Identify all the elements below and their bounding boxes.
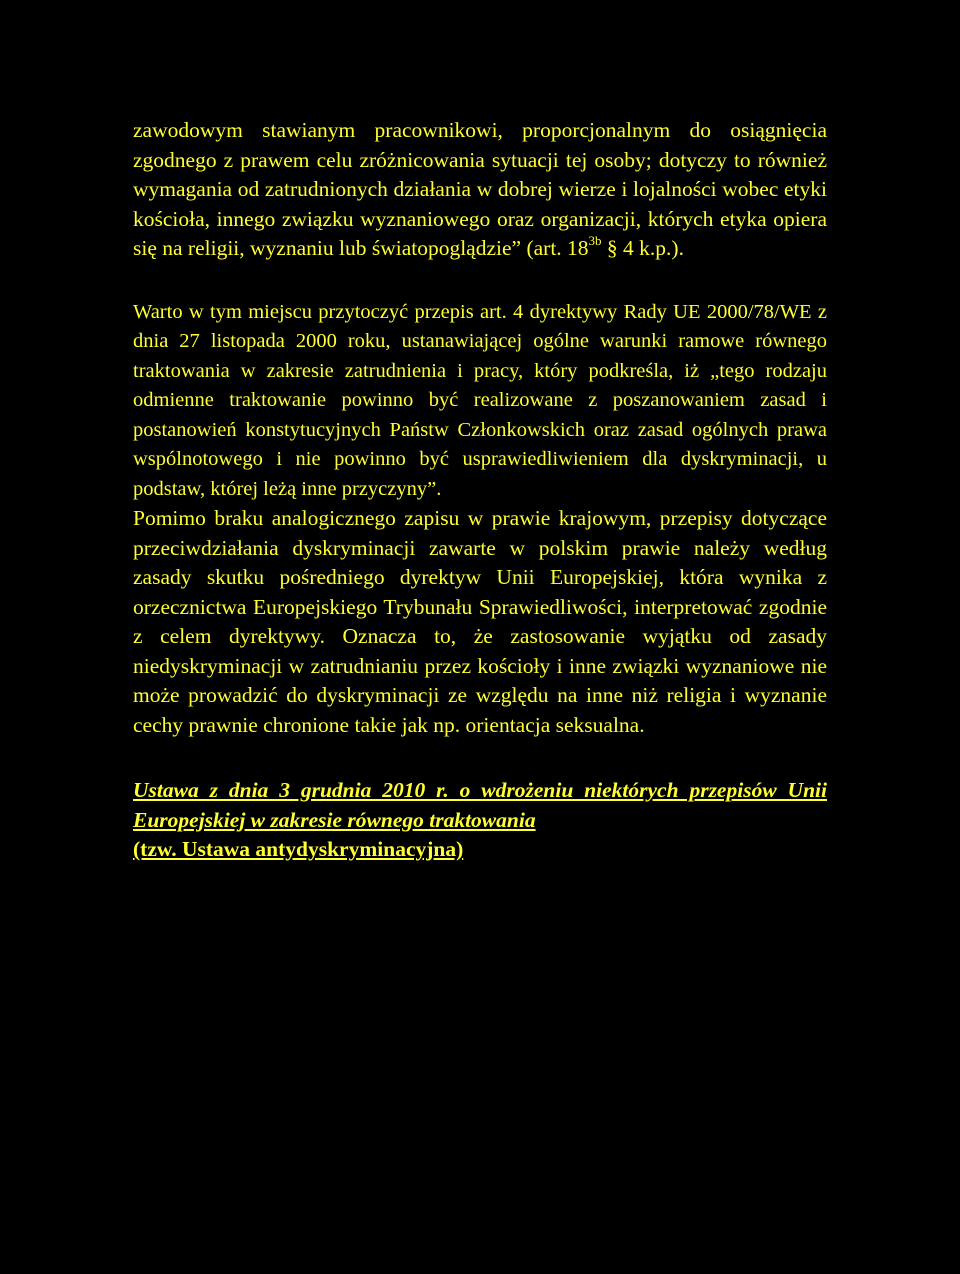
paragraph-art-18-3b bbox=[133, 116, 827, 264]
paragraph-art-18-3b-text: zawodowym stawianym pracownikowi, proporcjonalnym do osiągnięcia zgodnego z prawem celu zróżnicowania sytuacji tej osoby; dotyczy to również wymagania od zatrudnionych działania w dobrej wierze i lojalności wobec etyki kościoła, innego związku wyznaniowego oraz organizacji, których etyka opiera się na religii, wyznaniu lub światopoglądzie” (art. 18 bbox=[133, 118, 827, 260]
paragraph-spacer bbox=[133, 264, 827, 298]
paragraph-art-18-3b-end: § 4 k.p.). bbox=[601, 236, 684, 260]
superscript-3b: 3b bbox=[588, 232, 602, 248]
paragraph-directive-quote: Warto w tym miejscu przytoczyć przepis art. 4 dyrektywy Rady UE 2000/78/WE z dnia 27 listopada 2000 roku, ustanawiającej ogólne warunki ramowe równego traktowania w zakresie zatrudnienia i pracy, który podkreśla, iż „tego rodzaju odmienne traktowanie powinno być realizowane z poszanowaniem zasad i postanowień konstytucyjnych Państw Członkowskich oraz zasad ogólnych prawa wspólnotowego i nie powinno być usprawiedliwieniem dla dyskryminacji, u podstaw, której leżą inne przyczyny”. bbox=[133, 300, 827, 500]
law-title-subheading: (tzw. Ustawa antydyskryminacyjna) bbox=[133, 837, 464, 861]
paragraph-indirect-effect: Pomimo braku analogicznego zapisu w prawie krajowym, przepisy dotyczące przeciwdziałania dyskryminacji zawarte w polskim prawie należy według zasady skutku pośredniego dyrektyw Unii Europejskiej, która wynika z orzecznictwa Europejskiego Trybunału Sprawiedliwości, interpretować zgodnie z celem dyrektywy. Oznacza to, że zastosowanie wyjątku od zasady niedyskryminacji w zatrudnianiu przez kościoły i inne związki wyznaniowe nie może prowadzić do dyskryminacji ze względu na inne niż religia i wyznanie cechy prawnie chronione takie jak np. orientacja seksualna. bbox=[133, 506, 827, 737]
document-body bbox=[133, 116, 827, 865]
paragraph-spacer bbox=[133, 740, 827, 776]
law-title-heading: Ustawa z dnia 3 grudnia 2010 r. o wdrożeniu niektórych przepisów Unii Europejskiej w zakresie równego traktowania bbox=[133, 778, 827, 832]
